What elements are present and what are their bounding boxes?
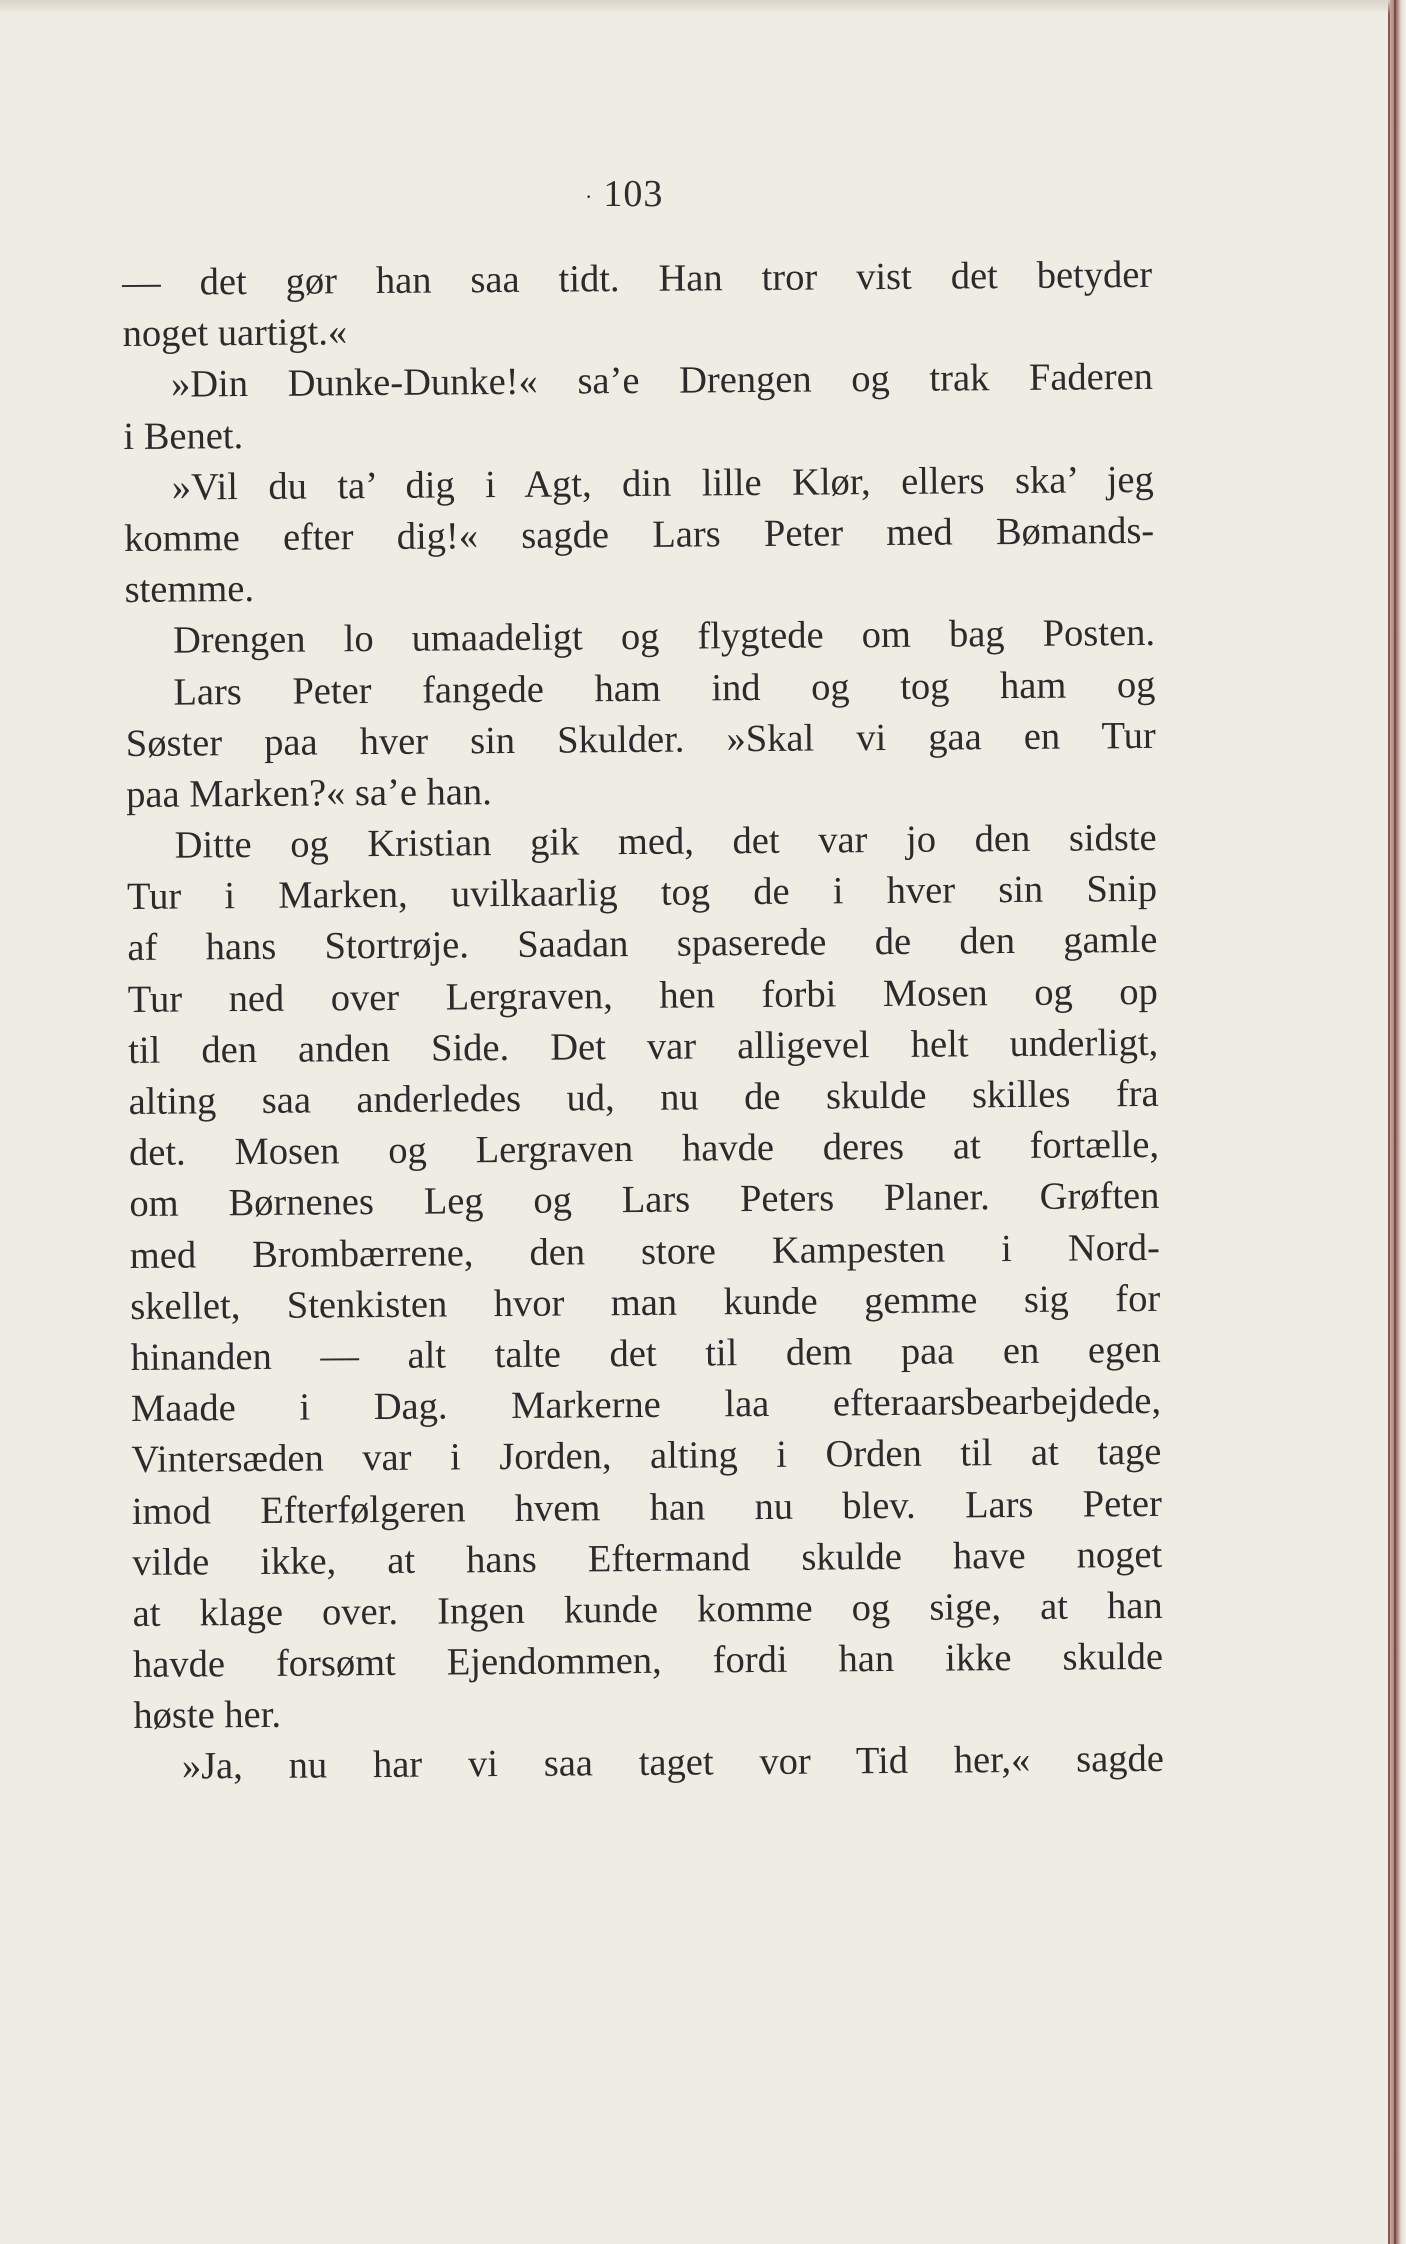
page-top-shadow: [0, 0, 1390, 14]
text-line: Drengen lo umaadeligt og flygtede om bag Posten.: [172, 612, 1156, 662]
text-line: Tur i Marken, uvilkaarlig tog de i hver sin Snip: [126, 868, 1158, 919]
text-line: det. Mosen og Lergraven havde deres at fortælle,: [128, 1124, 1160, 1175]
body-text: [122, 250, 1164, 1794]
text-line: Maade i Dag. Markerne laa efteraarsbearbejdede,: [130, 1380, 1162, 1431]
text-line: til den anden Side. Det var alligevel helt underligt,: [128, 1021, 1159, 1072]
text-line: komme efter dig!« sagde Lars Peter med Bømands-: [124, 509, 1155, 560]
page-number-dot: ·: [585, 184, 594, 210]
text-line: vilde ikke, at hans Eftermand skulde have noget: [132, 1533, 1163, 1584]
text-line: alting saa anderledes ud, nu de skulde skilles fra: [128, 1072, 1159, 1123]
text-line: stemme.: [124, 568, 255, 612]
text-line: imod Efterfølgeren hvem han nu blev. Lars Peter: [131, 1482, 1162, 1533]
text-line: i Benet.: [123, 414, 244, 458]
text-line: at klage over. Ingen kunde komme og sige, at han: [132, 1584, 1163, 1635]
text-line: Vintersæden var i Jorden, alting i Orden til at tage: [131, 1431, 1162, 1482]
text-line: — det gør han saa tidt. Han tror vist det betyder: [122, 253, 1153, 304]
text-line: Lars Peter fangede ham ind og tog ham og: [173, 663, 1156, 714]
text-line: Tur ned over Lergraven, hen forbi Mosen og op: [127, 970, 1158, 1021]
text-line: skellet, Stenkisten hvor man kunde gemme sig for: [130, 1277, 1161, 1328]
text-line: med Brombærrene, den store Kampesten i Nord-: [129, 1226, 1160, 1277]
text-line: af hans Stortrøje. Saadan spaserede de den gamle: [127, 919, 1158, 970]
page-number: [585, 172, 685, 216]
page-edge: [1390, 0, 1406, 2244]
text-line: paa Marken?« sa’e han.: [126, 770, 492, 816]
text-line: Søster paa hver sin Skulder. »Skal vi gaa en Tur: [125, 714, 1156, 765]
text-line: noget uartigt.«: [122, 311, 348, 356]
text-line: havde forsømt Ejendommen, fordi han ikke skulde: [132, 1635, 1164, 1687]
text-line: »Ja, nu har vi saa taget vor Tid her,« sagde: [181, 1738, 1164, 1789]
text-line: »Din Dunke-Dunke!« sa’e Drengen og trak Faderen: [170, 356, 1154, 406]
text-line: om Børnenes Leg og Lars Peters Planer. Grøften: [129, 1175, 1160, 1226]
text-line: »Vil du ta’ dig i Agt, din lille Klør, ellers ska’ jeg: [171, 458, 1154, 509]
text-line: høste her.: [133, 1694, 282, 1738]
text-line: hinanden — alt talte det til dem paa en egen: [130, 1328, 1161, 1379]
page-number-value: 103: [603, 173, 664, 215]
text-line: Ditte og Kristian gik med, det var jo den sidste: [174, 816, 1157, 867]
